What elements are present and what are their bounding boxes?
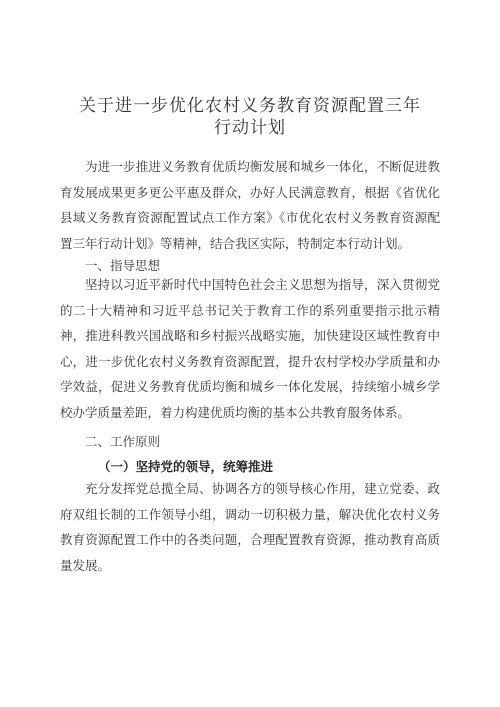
section-heading-work-principles: 二、工作原则 [85, 434, 161, 449]
document-title-line-1: 关于进一步优化农村义务教育资源配置三年 [79, 96, 421, 116]
intro-paragraph: 为进一步推进义务教育优质均衡发展和城乡一体化，不断促进教育发展成果更多更公平惠及群众，办好人民满意教育，根据《省优化县域义务教育资源配置试点工作方案》《市优化农村义务教育资源配置三年行动计划》等精神，结合我区实际，特制定本行动计划。 [60, 159, 440, 251]
subsection-heading-party-leadership: （一）坚持党的领导，统筹推进 [98, 459, 274, 474]
subsection-body-party-leadership: 充分发挥党总揽全局、协调各方的领导核心作用，建立党委、政府双组长制的工作领导小组，调动一切积极力量，解决优化农村义务教育资源配置工作中的各类问题，合理配置教育资源，推动教育高质量发展。 [60, 481, 440, 573]
section-body-guiding-ideology: 坚持以习近平新时代中国特色社会主义思想为指导，深入贯彻党的二十大精神和习近平总书记关于教育工作的系列重要指示批示精神，推进科教兴国战略和乡村振兴战略实施，加快建设区域性教育中心，进一步优化农村义务教育资源配置，提升农村学校办学质量和办学效益，促进义务教育优质均衡和城乡一体化发展，持续缩小城乡学校办学质量差距，着力构建优质均衡的基本公共教育服务体系。 [60, 277, 440, 420]
section-heading-guiding-ideology: 一、指导思想 [85, 258, 161, 273]
document-title-line-2: 行动计划 [214, 118, 286, 138]
